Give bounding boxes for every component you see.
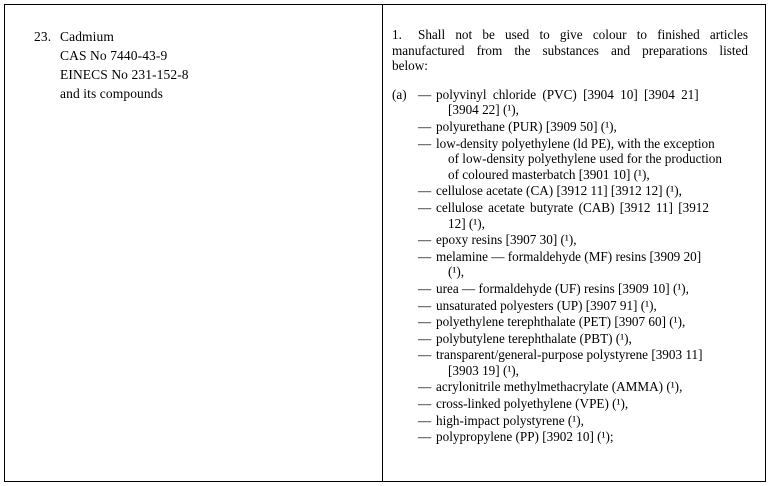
dash-bullet-icon: — (418, 314, 432, 330)
list-item-line: polypropylene (PP) [3902 10] (¹); (436, 429, 614, 445)
dash-bullet-icon: — (418, 280, 432, 296)
dash-bullet-icon: — (418, 412, 432, 428)
list-label: (a) (392, 86, 407, 102)
dash-bullet-icon: — (418, 232, 432, 248)
dash-bullet-icon: — (418, 183, 432, 199)
dash-bullet-icon: — (418, 297, 432, 313)
cas-number: CAS No 7440-43-9 (60, 48, 168, 63)
list-item-line: polyvinyl chloride (PVC) [3904 10] [3904 21] (436, 86, 699, 102)
list-item (418, 413, 748, 429)
list-item-line: cellulose acetate butyrate (CAB) [3912 11] [3912 (436, 199, 709, 215)
list-item (418, 379, 748, 395)
list-item-line: acrylonitrile methylmethacrylate (AMMA) (¹), (436, 379, 683, 395)
list-item (418, 281, 748, 297)
list-item-line: transparent/general-purpose polystyrene [3903 11] (436, 347, 703, 363)
materials-list-block (392, 87, 748, 445)
materials-list (418, 87, 748, 445)
list-item-line: [3903 19] (¹), (448, 362, 519, 378)
list-item (418, 119, 748, 135)
list-item-line: [3904 22] (¹), (448, 102, 519, 118)
list-item-line: 12] (¹), (448, 215, 485, 231)
list-item-line: polybutylene terephthalate (PBT) (¹), (436, 330, 632, 346)
paragraph-text: Shall not be used to give colour to finished articles manufactured from the substances and preparations listed below: (392, 27, 748, 74)
restriction-paragraph (392, 27, 748, 74)
dash-bullet-icon: — (418, 248, 432, 264)
list-item-line: of low-density polyethylene used for the production (448, 151, 722, 167)
list-item-line: cross-linked polyethylene (VPE) (¹), (436, 396, 629, 412)
list-item (418, 429, 748, 445)
list-item (418, 183, 748, 199)
dash-bullet-icon: — (418, 396, 432, 412)
entry-number: 23. (34, 29, 52, 44)
substance-name: Cadmium (60, 29, 114, 44)
paragraph-number: 1. (392, 27, 402, 42)
dash-bullet-icon: — (418, 135, 432, 151)
left-column-cell (5, 5, 382, 481)
list-item-line: epoxy resins [3907 30] (¹), (436, 232, 577, 248)
list-item-line: polyurethane (PUR) [3909 50] (¹), (436, 118, 617, 134)
list-item (418, 200, 748, 231)
list-item-line: urea — formaldehyde (UF) resins [3909 10] (¹), (436, 280, 689, 296)
dash-bullet-icon: — (418, 118, 432, 134)
list-item-line: cellulose acetate (CA) [3912 11] [3912 12] (¹), (436, 183, 682, 199)
list-item (418, 232, 748, 248)
list-item (418, 87, 748, 118)
list-item-line: of coloured masterbatch [3901 10] (¹), (448, 166, 650, 182)
einecs-number: EINECS No 231-152-8 (60, 67, 189, 82)
dash-bullet-icon: — (418, 86, 432, 102)
list-item (418, 314, 748, 330)
dash-bullet-icon: — (418, 347, 432, 363)
right-column-cell (383, 5, 766, 481)
list-item (418, 298, 748, 314)
substance-entry (34, 27, 372, 46)
list-item (418, 331, 748, 347)
list-item-line: high-impact polystyrene (¹), (436, 412, 584, 428)
dash-bullet-icon: — (418, 199, 432, 215)
list-item (418, 347, 748, 378)
list-item-line: (¹), (448, 264, 465, 280)
list-item (418, 396, 748, 412)
list-item-line: melamine — formaldehyde (MF) resins [3909 20] (436, 248, 702, 264)
dash-bullet-icon: — (418, 429, 432, 445)
list-item-line: low-density polyethylene (ld PE), with the exception (436, 135, 715, 151)
list-item-line: polyethylene terephthalate (PET) [3907 60] (¹), (436, 314, 686, 330)
list-item (418, 136, 748, 183)
dash-bullet-icon: — (418, 379, 432, 395)
list-item (418, 249, 748, 280)
list-item-line: unsaturated polyesters (UP) [3907 91] (¹), (436, 297, 657, 313)
dash-bullet-icon: — (418, 330, 432, 346)
compounds-note: and its compounds (60, 86, 163, 101)
